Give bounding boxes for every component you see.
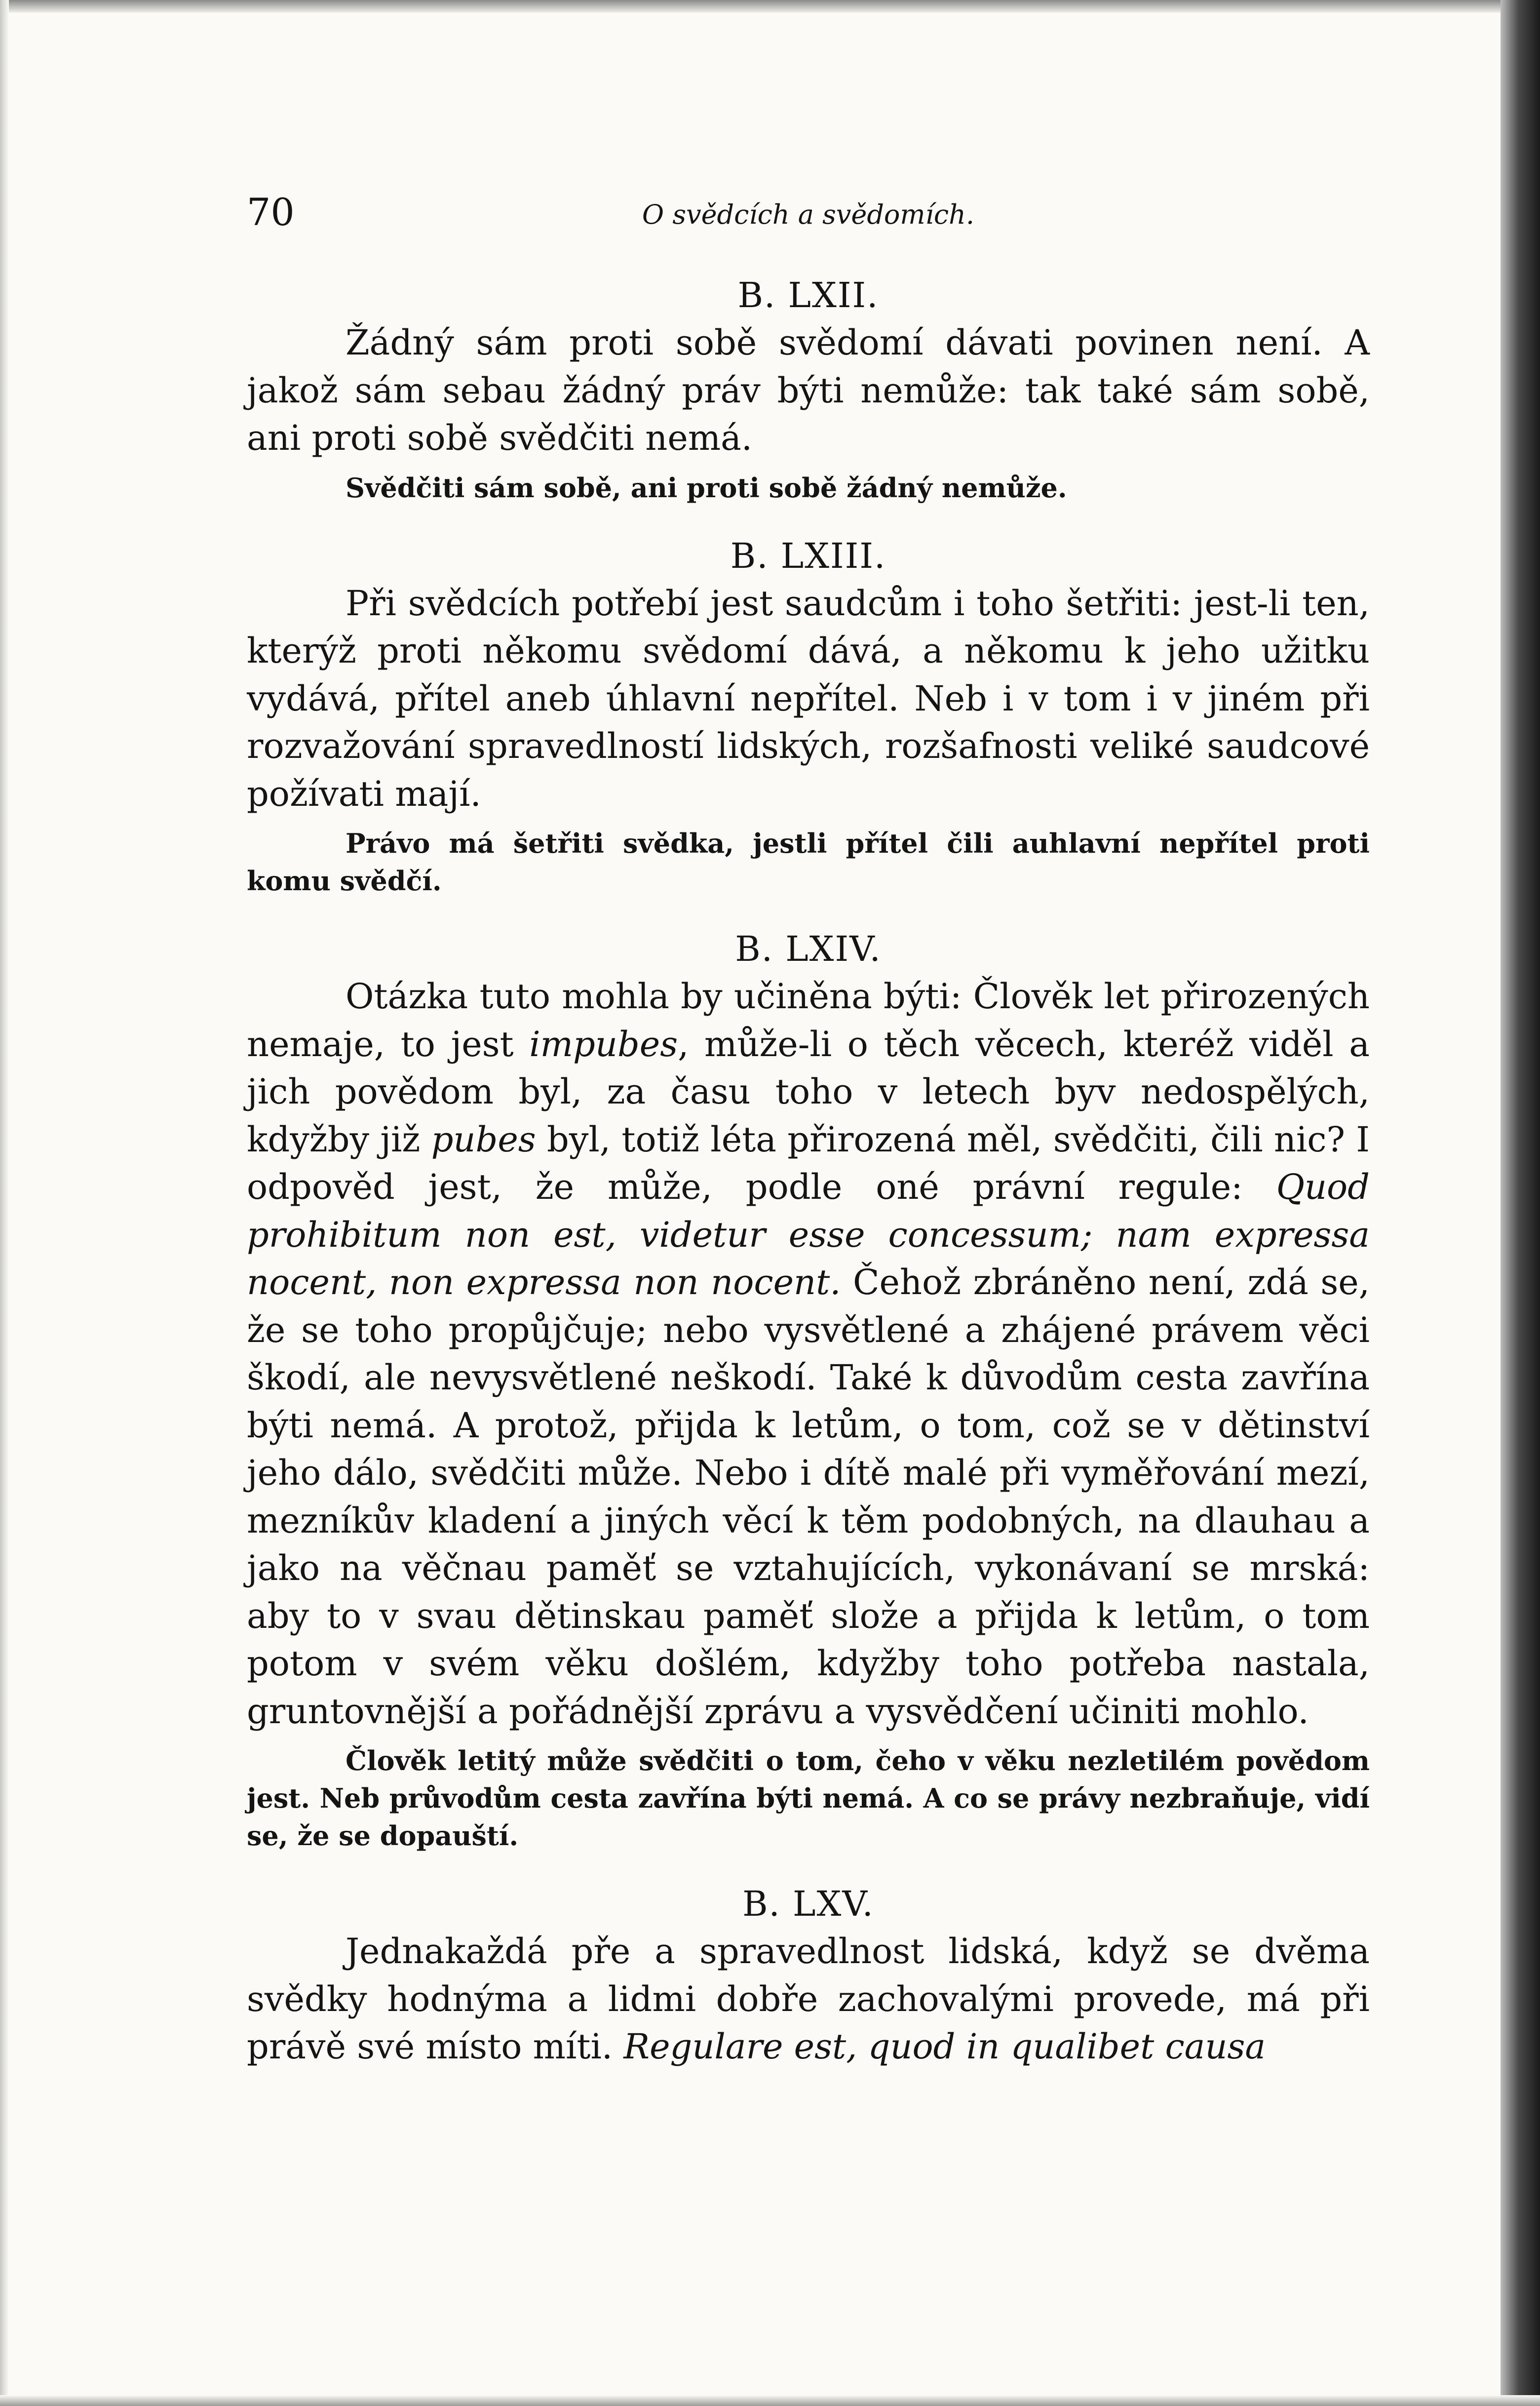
- section-paragraph: [247, 973, 1370, 1735]
- section-paragraph: [247, 319, 1370, 462]
- section-heading: B. LXII.: [737, 275, 879, 316]
- latin-term: impubes: [529, 1024, 678, 1065]
- section-note: Právo má šetřiti svědka, jestli přítel čili auhlavní nepřítel proti komu svědčí.: [247, 828, 1370, 897]
- section-heading: B. LXIV.: [735, 929, 882, 969]
- section-heading: B. LXV.: [742, 1884, 874, 1924]
- section-paragraph: [247, 1928, 1370, 2071]
- scan-edge-right: [1501, 0, 1540, 2406]
- paragraph-text: Otázka tuto mohla by učiněna býti: Člověk let přirozených nemaje, to jest: [247, 976, 1370, 1065]
- page-number: 70: [247, 190, 295, 234]
- scan-edge-left: [0, 0, 9, 2406]
- running-title: O svědcích a svědomích.: [642, 199, 975, 230]
- paragraph-text: Jednakaždá pře a spravedlnost lidská, když se dvěma svědky hodnýma a lidmi dobře zachovalými provede, má při právě své místo míti.: [247, 1931, 1370, 2067]
- page-content: [247, 188, 1370, 2071]
- paragraph-text: Žádný sám proti sobě svědomí dávati povinen není. A jakož sám sebau žádný práv býti nemůže: tak také sám sobě, ani proti sobě svědčiti nemá.: [247, 322, 1370, 458]
- section-note: Člověk letitý může svědčiti o tom, čeho v věku nezletilém povědom jest. Neb průvodům cesta zavřína býti nemá. A co se právy nezbraňuje, vidí se, že se dopauští.: [247, 1745, 1370, 1852]
- section-heading: B. LXIII.: [730, 535, 886, 576]
- section-paragraph: [247, 580, 1370, 818]
- page-header: [247, 188, 1370, 252]
- latin-term: pubes: [431, 1119, 536, 1160]
- section-lxii: [247, 272, 1370, 507]
- section-lxiii: [247, 532, 1370, 900]
- latin-maxim: Regulare est, quod in qualibet causa: [623, 2026, 1266, 2067]
- paragraph-text: Při svědcích potřebí jest saudcům i toho šetřiti: jest-li ten, kterýž proti někomu svědomí dává, a někomu k jeho užitku vydává, přítel aneb úhlavní nepřítel. Neb i v tom i v jiném při rozvažování spravedlností lidských, rozšafnosti veliké saudcové požívati mají.: [247, 583, 1370, 814]
- paragraph-text: , může-li o těch věcech, kteréž viděl a jich povědom byl, za času toho v letech byv nedospělých, kdyžby již: [247, 1024, 1370, 1160]
- paragraph-text: Čehož zbráněno není, zdá se, že se toho propůjčuje; nebo vysvětlené a zhájené právem věci škodí, ale nevysvětlené neškodí. Také k důvodům cesta zavřína býti nemá. A protož, přijda k letům, o tom, což se v dětinství jeho dálo, svědčiti může. Nebo i dítě malé při vyměřování mezí, mezníkův kladení a jiných věcí k těm podobných, na dlauhau a jako na věčnau paměť se vztahujících, vykonávaní se mrská: aby to v svau dětinskau paměť slože a přijda k letům, o tom potom v svém věku došlém, kdyžby toho potřeba nastala, gruntovnější a pořádnější zprávu a vysvědčení učiniti mohlo.: [247, 1262, 1370, 1732]
- section-lxv: [247, 1880, 1370, 2071]
- section-lxiv: [247, 925, 1370, 1854]
- scan-edge-bottom: [0, 2395, 1540, 2406]
- paragraph-text: byl, totiž léta přirozená měl, svědčiti, čili nic? I odpověd jest, že může, podle oné právní regule:: [247, 1119, 1370, 1207]
- latin-maxim: Quod prohibitum non est, videtur esse concessum; nam expressa nocent, non expressa non nocent.: [247, 1167, 1370, 1302]
- scan-edge-top: [0, 0, 1540, 13]
- section-note: Svědčiti sám sobě, ani proti sobě žádný nemůže.: [346, 472, 1067, 504]
